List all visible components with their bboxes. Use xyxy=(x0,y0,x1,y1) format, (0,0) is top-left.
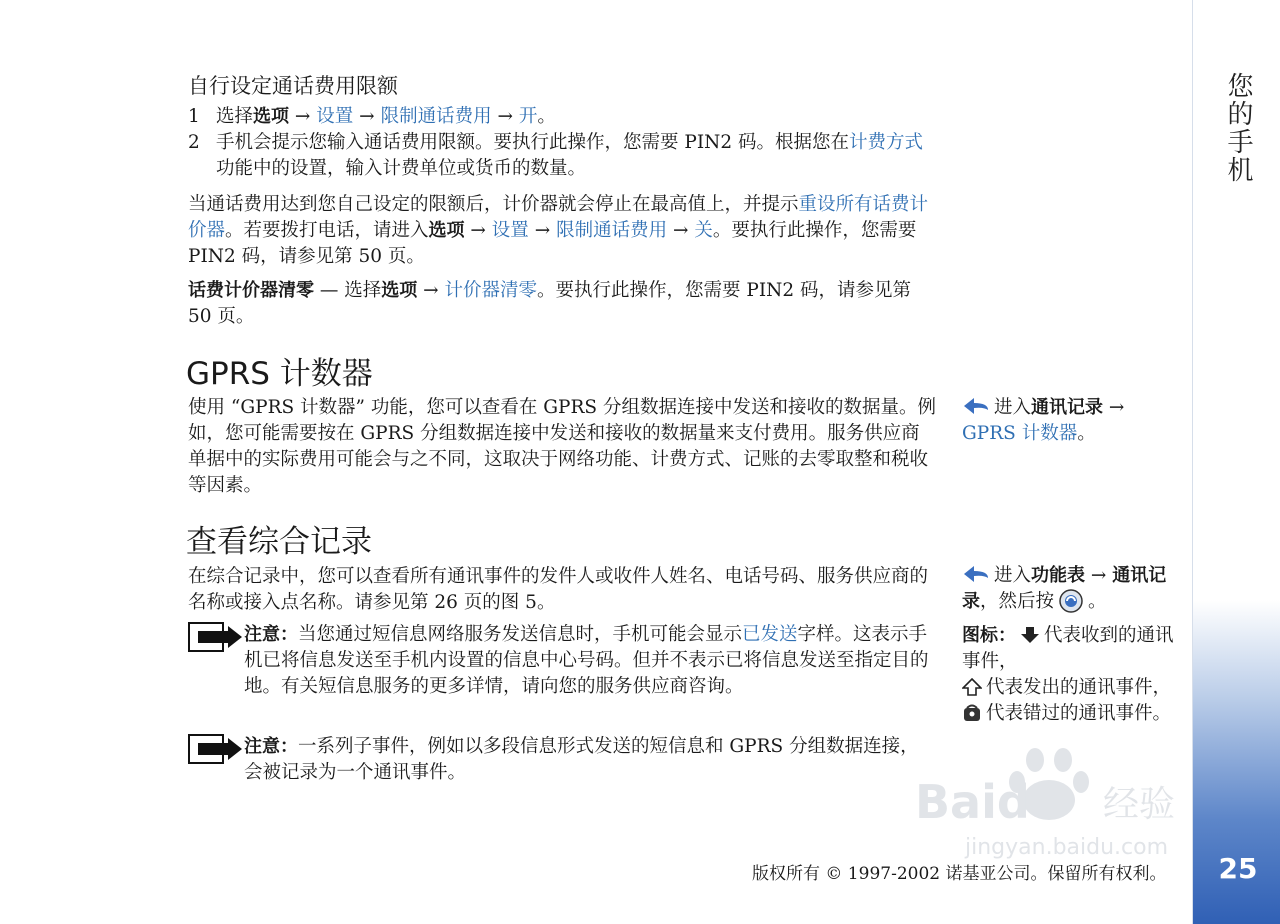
paragraph-general-log: 在综合记录中，您可以查看所有通讯事件的发件人或收件人姓名、电话号码、服务供应商的名称或接入点名称。请参见第 26 页的图 5。 xyxy=(188,566,929,613)
navigation-key-icon xyxy=(1058,589,1084,613)
side-note-log-shortcut: 进入功能表 → 通讯记录，然后按 。 xyxy=(962,565,1167,612)
go-arrow-icon xyxy=(962,396,990,416)
link-charging-method[interactable]: 计费方式 xyxy=(848,132,923,153)
legend-received: 图标： 代表收到的通讯事件， xyxy=(962,625,1174,672)
received-arrow-icon xyxy=(1020,626,1040,644)
section-heading-call-cost-limit: 自行设定通话费用限额 xyxy=(188,74,398,98)
page-number: 25 xyxy=(1218,852,1258,885)
paragraph-limit-reached: 当通话费用达到您自己设定的限额后，计价器就会停止在最高值上，并提示重设所有话费计价器。若要拨打电话，请进入选项 → 设置 → 限制通话费用 → 关。要执行此操作，您需要 PIN2 码，请参见第 50 页。 xyxy=(188,194,929,267)
chapter-title: 您的手机 xyxy=(1223,72,1253,184)
paragraph-gprs-counter: 使用 “GPRS 计数器” 功能，您可以查看在 GPRS 分组数据连接中发送和接收的数据量。例如，您可能需要按在 GPRS 分组数据连接中发送和接收的数据量来支付费用。服务供应商单据中的实际费用可能会与之不同，这取决于网络功能、计费方式、记账的去零取整和税收等因素。 xyxy=(188,397,936,496)
section-heading-gprs-counter: GPRS 计数器 xyxy=(186,356,373,392)
link-clear-counters[interactable]: 计价器清零 xyxy=(444,280,538,301)
note-hand-icon xyxy=(188,734,244,764)
watermark-brand: Baidu xyxy=(915,775,1063,829)
note-hand-icon xyxy=(188,622,244,652)
legend-missed: 代表错过的通讯事件。 xyxy=(962,701,1184,727)
watermark-url: jingyan.baidu.com xyxy=(965,835,1169,860)
side-note-gprs-shortcut: 进入通讯记录 → GPRS 计数器。 xyxy=(962,397,1125,444)
note-sub-events: 注意：一系列子事件，例如以多段信息形式发送的短信息和 GPRS 分组数据连接，会被记录为一个通讯事件。 xyxy=(188,734,930,786)
list-item-1: 1 选择选项 → 设置 → 限制通话费用 → 开。 xyxy=(188,106,556,127)
numbered-list xyxy=(188,104,936,182)
link-off[interactable]: 关 xyxy=(694,220,713,241)
go-arrow-icon xyxy=(962,564,990,584)
watermark-brand-cn: 经验 xyxy=(1103,784,1176,825)
link-call-cost-limit-2[interactable]: 限制通话费用 xyxy=(556,220,668,241)
section-heading-view-log: 查看综合记录 xyxy=(186,524,372,560)
link-sent[interactable]: 已发送 xyxy=(742,624,798,645)
list-item-2: 2 手机会提示您输入通话费用限额。要执行此操作，您需要 PIN2 码。根据您在计费方式功能中的设置，输入计费单位或货币的数量。 xyxy=(188,132,923,179)
link-settings-2[interactable]: 设置 xyxy=(491,220,529,241)
link-call-cost-limit[interactable]: 限制通话费用 xyxy=(380,106,492,127)
link-settings[interactable]: 设置 xyxy=(316,106,354,127)
link-on[interactable]: 开 xyxy=(518,106,538,127)
note-sent-message: 注意：当您通过短信息网络服务发送信息时，手机可能会显示已发送字样。这表示手机已将信息发送至手机内设置的信息中心号码。但并不表示已将信息发送至指定目的地。有关短信息服务的更多详情，请向您的服务供应商咨询。 xyxy=(188,622,930,700)
copyright-footer: 版权所有 © 1997-2002 诺基亚公司。保留所有权利。 xyxy=(752,864,1167,884)
paragraph-clear-counters: 话费计价器清零 — 选择选项 → 计价器清零。要执行此操作，您需要 PIN2 码，请参见第 50 页。 xyxy=(188,280,912,327)
link-reset-counters[interactable]: 重设所有话费计价器 xyxy=(188,194,929,241)
missed-call-icon xyxy=(962,704,982,722)
link-gprs-counter[interactable]: GPRS 计数器 xyxy=(962,423,1078,444)
legend-dialled: 代表发出的通讯事件， xyxy=(962,675,1184,701)
icon-legend xyxy=(962,623,1184,727)
dialled-arrow-icon xyxy=(962,678,982,696)
baidu-watermark xyxy=(905,740,1205,880)
